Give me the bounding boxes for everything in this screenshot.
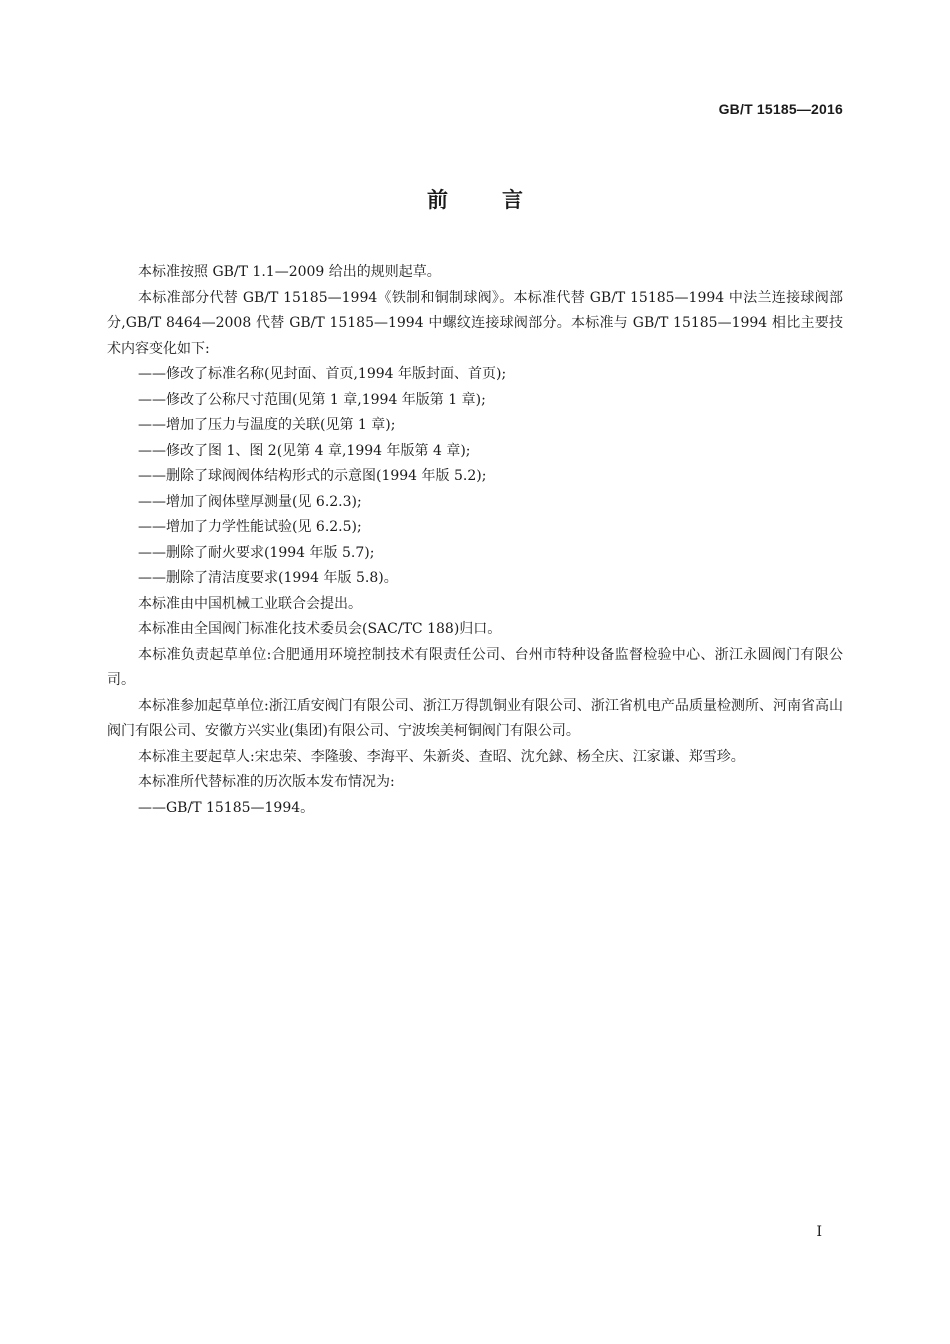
paragraph-lead-drafters: 本标准负责起草单位:合肥通用环境控制技术有限责任公司、台州市特种设备监督检验中心、浙江永圆阀门有限公司。: [107, 646, 843, 688]
paragraph-committee: 本标准由全国阀门标准化技术委员会(SAC/TC 188)归口。: [138, 621, 502, 637]
change-item: ——修改了公称尺寸范围(见第 1 章,1994 年版第 1 章);: [138, 391, 486, 408]
paragraph-drafting-rules: 本标准按照 GB/T 1.1—2009 给出的规则起草。: [138, 264, 441, 280]
page-title: 前言: [427, 188, 577, 212]
change-item: ——增加了阀体壁厚测量(见 6.2.3);: [138, 493, 362, 510]
paragraph-history-intro: 本标准所代替标准的历次版本发布情况为:: [138, 774, 395, 790]
page-number: I: [816, 1224, 822, 1240]
paragraph-main-authors: 本标准主要起草人:宋忠荣、李隆骏、李海平、朱新炎、查昭、沈允銶、杨全庆、江家谦、郑雪珍。: [138, 748, 745, 765]
paragraph-proposer: 本标准由中国机械工业联合会提出。: [138, 595, 362, 612]
change-item: ——删除了耐火要求(1994 年版 5.7);: [138, 544, 375, 561]
preface-body: [107, 260, 843, 821]
paragraph-participating-drafters: 本标准参加起草单位:浙江盾安阀门有限公司、浙江万得凯铜业有限公司、浙江省机电产品质量检测所、河南省高山阀门有限公司、安徽方兴实业(集团)有限公司、宁波埃美柯铜阀门有限公司。: [107, 697, 843, 739]
change-item: ——删除了球阀阀体结构形式的示意图(1994 年版 5.2);: [138, 468, 487, 484]
change-item: ——修改了图 1、图 2(见第 4 章,1994 年版第 4 章);: [138, 442, 471, 459]
change-item: ——增加了力学性能试验(见 6.2.5);: [138, 519, 362, 535]
standard-code-header: GB/T 15185—2016: [718, 101, 843, 117]
change-item: ——删除了清洁度要求(1994 年版 5.8)。: [138, 570, 398, 586]
paragraph-replacement: 本标准部分代替 GB/T 15185—1994《铁制和铜制球阀》。本标准代替 GB/T 15185—1994 中法兰连接球阀部分,GB/T 8464—2008 代替 GB/T 15185—1994 中螺纹连接球阀部分。本标准与 GB/T 15185—1994 相比主要技术内容变化如下:: [107, 289, 843, 357]
change-item: ——修改了标准名称(见封面、首页,1994 年版封面、首页);: [138, 366, 507, 382]
history-item: ——GB/T 15185—1994。: [138, 799, 315, 816]
change-item: ——增加了压力与温度的关联(见第 1 章);: [138, 417, 396, 433]
